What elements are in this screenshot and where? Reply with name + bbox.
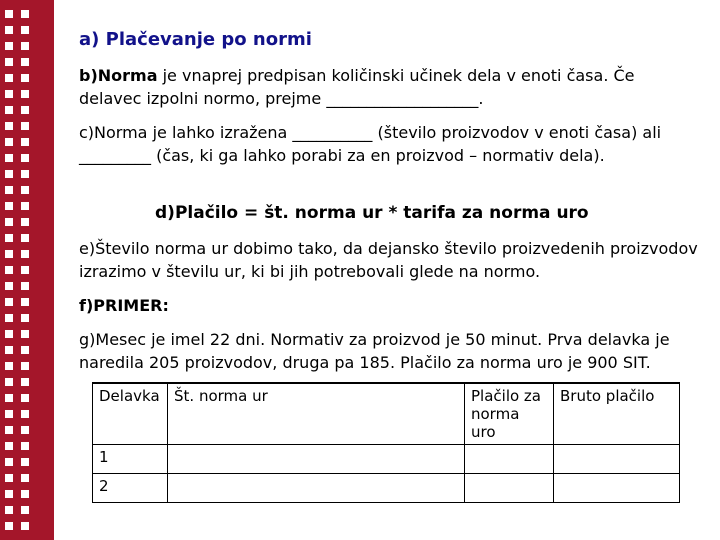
sidebar-square [5,458,13,466]
sidebar-square [5,298,13,306]
sidebar-square [5,266,13,274]
sidebar-square [21,330,29,338]
paragraph-g: g)Mesec je imel 22 dni. Normativ za proizvod je 50 minut. Prva delavka je naredila 205 proizvodov, druga pa 185. Plačilo za norma uro je 900 SIT. [79,330,670,372]
sidebar-square [21,474,29,482]
sidebar-square [21,298,29,306]
sidebar-square [5,426,13,434]
sidebar-square [5,314,13,322]
sidebar-square [5,410,13,418]
sidebar-square [21,506,29,514]
table-row [93,474,680,503]
sidebar-square [21,410,29,418]
sidebar-square [5,362,13,370]
sidebar-square [5,74,13,82]
sidebar-square [21,282,29,290]
sidebar-square [5,490,13,498]
header-bruto: Bruto plačilo [554,383,680,445]
sidebar-decoration [0,0,54,540]
sidebar-square [5,506,13,514]
page-title: a) Plačevanje po normi [79,29,312,50]
sidebar-square [5,394,13,402]
sidebar-square [5,330,13,338]
sidebar-square [21,250,29,258]
table-row [93,445,680,474]
sidebar-square [21,138,29,146]
table-cell [554,474,680,503]
sidebar-square [5,282,13,290]
header-placilo: Plačilo za norma uro [465,383,554,445]
sidebar-square [5,10,13,18]
sidebar-square [21,346,29,354]
paragraph-e: e)Število norma ur dobimo tako, da dejansko število proizvedenih proizvodov izrazimo v številu ur, ki bi jih potrebovali glede na normo. [79,239,698,281]
table-cell: 1 [93,445,168,474]
sidebar-square [5,42,13,50]
sidebar-square [21,442,29,450]
sidebar-square [5,522,13,530]
sidebar-square [5,346,13,354]
sidebar-square [5,250,13,258]
sidebar-square [21,186,29,194]
sidebar-square [21,26,29,34]
sidebar-square [21,58,29,66]
paragraph-c: c)Norma je lahko izražena __________ (število proizvodov v enoti časa) ali _________ (čas, ki ga lahko porabi za en proizvod – normativ dela). [79,123,662,165]
sidebar-square [21,218,29,226]
table-cell [465,474,554,503]
sidebar-square [5,122,13,130]
sidebar-square [21,490,29,498]
sidebar-square [21,394,29,402]
sidebar-square [5,106,13,114]
sidebar-square [21,426,29,434]
table-header-row [93,383,680,445]
sidebar-square [5,474,13,482]
sidebar-square [5,58,13,66]
sidebar-square [21,458,29,466]
table-cell: 2 [93,474,168,503]
sidebar-square [5,218,13,226]
paragraph-f: f)PRIMER: [79,296,169,315]
sidebar-square [21,378,29,386]
sidebar-square [5,170,13,178]
header-delavka: Delavka [93,383,168,445]
paragraph-b [79,64,699,110]
sidebar-square [5,138,13,146]
sidebar-square [21,74,29,82]
sidebar-square [5,154,13,162]
sidebar-square [21,202,29,210]
sidebar-square [21,42,29,50]
table-cell [168,445,465,474]
sidebar-square [21,90,29,98]
sidebar-square [21,154,29,162]
table-cell [554,445,680,474]
sidebar-square [21,362,29,370]
sidebar-square [5,186,13,194]
sidebar-square [21,522,29,530]
example-table [92,382,680,503]
sidebar-square [21,266,29,274]
sidebar-square [21,122,29,130]
sidebar-square [21,170,29,178]
table-cell [465,445,554,474]
sidebar-square [5,90,13,98]
header-norma-ur: Št. norma ur [168,383,465,445]
sidebar-square [21,314,29,322]
sidebar-square [5,202,13,210]
sidebar-square [5,234,13,242]
sidebar-square [5,26,13,34]
norma-label: b)Norma [79,66,158,85]
sidebar-square [21,106,29,114]
table-cell [168,474,465,503]
sidebar-square [5,378,13,386]
sidebar-square [21,10,29,18]
sidebar-square [5,442,13,450]
formula-line: d)Plačilo = št. norma ur * tarifa za norma uro [155,203,589,223]
sidebar-square [21,234,29,242]
norma-text: je vnaprej predpisan količinski učinek dela v enoti časa. Če delavec izpolni normo, prejme ___________________. [79,66,635,108]
